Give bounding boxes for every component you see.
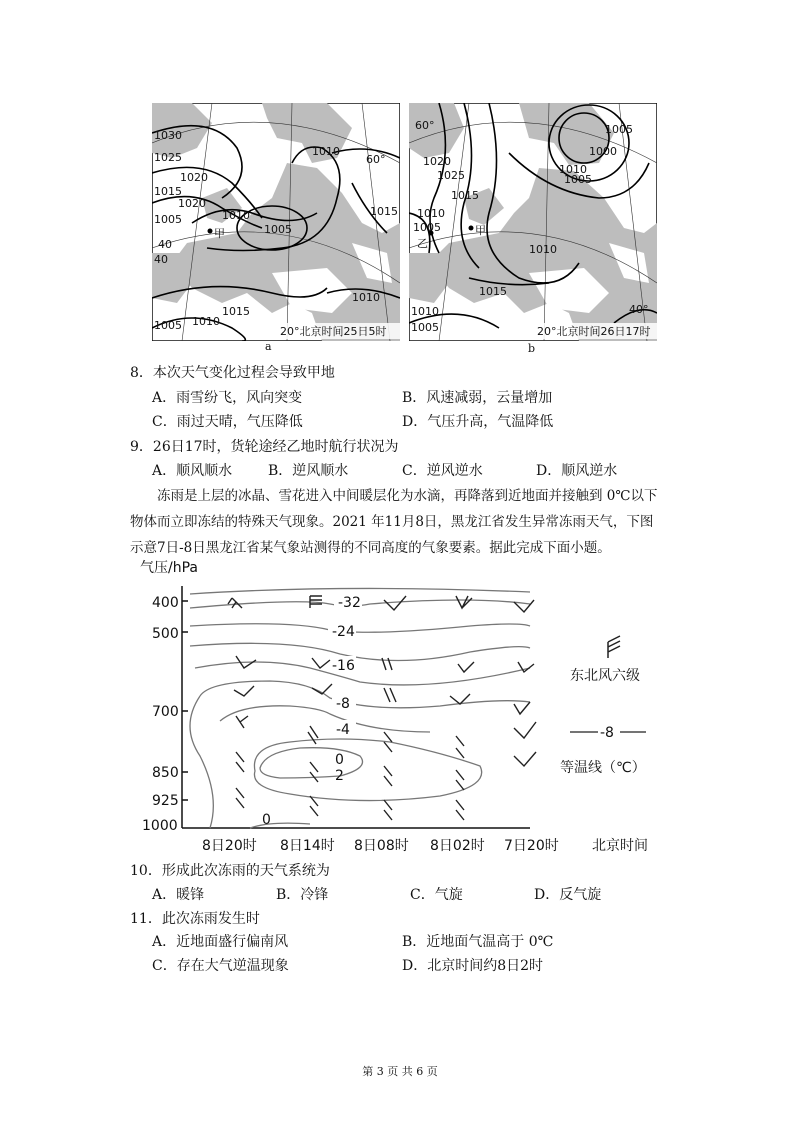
isotherm <box>200 681 530 708</box>
x-tick: 8日20时 <box>202 838 257 854</box>
y-tick: 925 <box>152 793 179 809</box>
q10-option-c[interactable]: C．气旋 <box>410 887 463 903</box>
atmospheric-chart <box>140 556 670 856</box>
pressure-label: 1010 <box>352 291 380 304</box>
pressure-label: 1005 <box>154 213 182 226</box>
wind-barb <box>384 596 406 610</box>
pressure-label: 1015 <box>154 185 182 198</box>
weather-map-a <box>152 103 400 341</box>
wind-barb <box>310 796 318 816</box>
pressure-label: 1015 <box>451 189 479 202</box>
isotherm <box>254 739 481 801</box>
pressure-label: 1010 <box>417 207 445 220</box>
isotherm <box>190 643 530 660</box>
pressure-label: 60° <box>415 119 435 132</box>
q9-option-b[interactable]: B．逆风顺水 <box>268 463 349 479</box>
pressure-label: 40 <box>154 253 168 266</box>
wind-barb <box>514 702 530 714</box>
pressure-label: 40° <box>629 303 649 316</box>
pressure-label: 1015 <box>370 205 398 218</box>
x-axis-label: 北京时间 <box>592 838 648 854</box>
wind-barb <box>308 726 318 744</box>
wind-barb <box>384 688 396 702</box>
wind-barb <box>236 788 244 808</box>
q10-option-a[interactable]: A．暖锋 <box>152 887 205 903</box>
x-tick: 8日14时 <box>280 838 335 854</box>
pressure-label: 1010 <box>559 163 587 176</box>
wind-barb <box>384 800 392 820</box>
q11-option-d[interactable]: D．北京时间约8日2时 <box>402 958 544 974</box>
weather-map-b <box>409 103 657 341</box>
q8-option-b[interactable]: B．风速减弱，云量增加 <box>402 390 553 406</box>
pressure-label: 60° <box>366 153 386 166</box>
map-b-sublabel: b <box>528 342 536 355</box>
q11-option-a[interactable]: A．近地面盛行偏南风 <box>152 934 289 950</box>
isotherm-label: -32 <box>338 595 361 611</box>
pressure-label: 1005 <box>264 223 292 236</box>
wind-barb <box>236 716 248 728</box>
wind-barb <box>514 752 536 766</box>
legend-wind-label: 东北风六级 <box>570 668 640 684</box>
x-tick: 8日08时 <box>354 838 409 854</box>
wind-barb <box>456 800 464 820</box>
x-tick: 7日20时 <box>504 838 559 854</box>
wind-barb <box>514 722 536 738</box>
isotherm <box>190 624 530 633</box>
y-tick: 850 <box>152 765 179 781</box>
y-tick: 400 <box>152 595 179 611</box>
isotherm-label: 0 <box>262 812 271 828</box>
isotherm-label: 2 <box>335 768 344 784</box>
page-footer: 第 3 页 共 6 页 <box>362 1065 438 1078</box>
chart-ylabel: 气压/hPa <box>140 560 198 576</box>
y-tick: 700 <box>152 704 179 720</box>
pressure-label: 1005 <box>411 321 439 334</box>
map-a-caption: 20°北京时间25日5时 <box>280 325 387 338</box>
q11-stem: 11．此次冻雨发生时 <box>130 911 260 927</box>
q11-option-c[interactable]: C．存在大气逆温现象 <box>152 958 289 974</box>
pressure-label: 1030 <box>154 129 182 142</box>
q8-option-c[interactable]: C．雨过天晴，气压降低 <box>152 414 303 430</box>
place-jia-label: 甲 <box>214 227 225 240</box>
pressure-label: 1005 <box>564 173 592 186</box>
y-tick: 1000 <box>142 818 178 834</box>
isotherm-label: -8 <box>336 696 350 712</box>
y-tick: 500 <box>152 626 179 642</box>
wind-barb <box>310 762 318 782</box>
isotherm-label: -4 <box>336 722 350 738</box>
wind-barb <box>236 752 244 772</box>
wind-barb <box>384 766 392 786</box>
q9-stem: 9．26日17时，货轮途经乙地时航行状况为 <box>130 439 399 455</box>
q11-option-b[interactable]: B．近地面气温高于 0℃ <box>402 934 554 950</box>
q10-option-d[interactable]: D．反气旋 <box>534 887 602 903</box>
wind-barb <box>458 662 474 672</box>
pressure-label: 1020 <box>178 197 206 210</box>
q9-option-a[interactable]: A．顺风顺水 <box>152 463 233 479</box>
pressure-label: 1015 <box>479 285 507 298</box>
q8-stem: 8．本次天气变化过程会导致甲地 <box>130 365 335 381</box>
pressure-label: 1005 <box>154 319 182 332</box>
q9-option-c[interactable]: C．逆风逆水 <box>402 463 483 479</box>
q8-option-d[interactable]: D．气压升高，气温降低 <box>402 414 554 430</box>
place-jia-label: 甲 <box>475 224 486 237</box>
wind-barb <box>456 736 464 758</box>
legend-isotherm-label: 等温线（℃） <box>560 760 646 776</box>
isotherm <box>190 696 213 828</box>
wind-barb <box>514 600 534 612</box>
wind-barb <box>312 658 330 668</box>
legend-isotherm-sample: -8 <box>600 725 614 741</box>
place-marker <box>208 229 213 234</box>
pressure-label: 1005 <box>605 123 633 136</box>
pressure-label: 1010 <box>411 305 439 318</box>
pressure-label: 40 <box>158 238 172 251</box>
pressure-label: 1025 <box>154 151 182 164</box>
x-tick: 8日02时 <box>430 838 485 854</box>
map-a-sublabel: a <box>265 340 272 353</box>
q10-option-b[interactable]: B．冷锋 <box>276 887 329 903</box>
pressure-label: 1020 <box>423 155 451 168</box>
wind-barb <box>234 686 254 696</box>
pressure-label: 1015 <box>222 305 250 318</box>
place-yi-label: 乙 <box>417 237 428 250</box>
wind-barb <box>456 770 464 790</box>
wind-barb <box>228 598 242 608</box>
q8-option-a[interactable]: A．雨雪纷飞，风向突变 <box>152 390 303 406</box>
pressure-label: 1010 <box>312 145 340 158</box>
isotherm-label: 0 <box>335 752 344 768</box>
q9-option-d[interactable]: D．顺风逆水 <box>536 463 618 479</box>
isotherm-label: -16 <box>332 658 355 674</box>
wind-barb-legend-icon <box>608 636 620 658</box>
q10-stem: 10．形成此次冻雨的天气系统为 <box>130 863 330 879</box>
isotherm <box>220 706 430 732</box>
pressure-label: 1000 <box>589 145 617 158</box>
pressure-label: 1010 <box>529 243 557 256</box>
pressure-label: 1020 <box>180 171 208 184</box>
map-b-caption: 20°北京时间26日17时 <box>537 325 651 338</box>
pressure-label: 1010 <box>222 209 250 222</box>
pressure-label: 1010 <box>192 315 220 328</box>
pressure-label: 1025 <box>437 169 465 182</box>
place-marker <box>469 226 474 231</box>
pressure-label: 1005 <box>413 221 441 234</box>
intro-paragraph: 冻雨是上层的冰晶、雪花进入中间暖层化为水滴，再降落到近地面并接触到 0℃以下物体而立即冻结的特殊天气现象。2021 年11月8日，黑龙江省发生异常冻雨天气，下图示意7日-8日黑龙江省某气象站测得的不同高度的气象要素。据此完成下面小题。 <box>130 488 658 556</box>
isotherm-label: -24 <box>332 624 355 640</box>
wind-barb <box>456 596 472 608</box>
